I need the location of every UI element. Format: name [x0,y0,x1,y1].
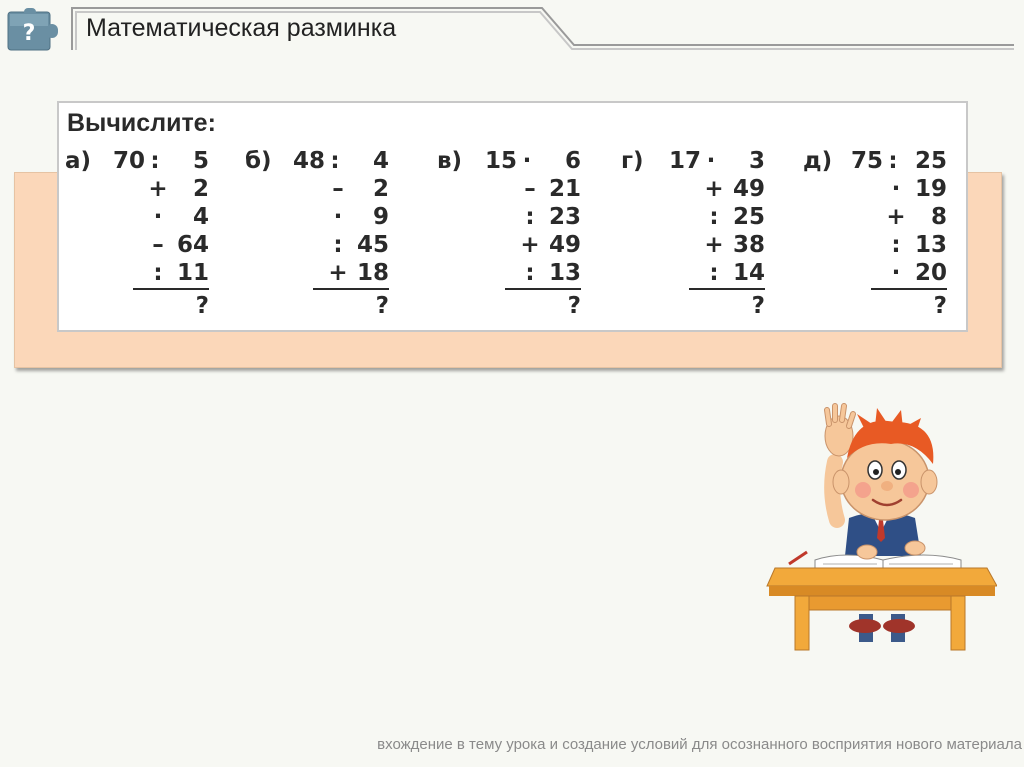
step-operand: 64 [176,232,209,258]
result-line [505,288,581,290]
step-operand: 45 [356,232,389,258]
chain-steps [491,175,581,320]
step-operator: : [333,232,343,258]
step-operator: + [886,204,906,230]
step-operator: · [333,204,343,230]
step-operand: 19 [914,176,947,202]
step-operand: 20 [914,260,947,286]
result-line [313,288,389,290]
step-operand: 9 [372,204,389,230]
chain-column [65,147,209,320]
chain-answer: ? [567,293,581,319]
chain-step [857,175,947,203]
chain-step [299,259,389,287]
chain-step [299,175,389,203]
chain-first-number: 3 [748,148,765,174]
chain-step [119,203,209,231]
chain-step [675,259,765,287]
footer-caption: вхождение в тему урока и создание условий для осознанного восприятия нового материала [377,736,1022,753]
chain-letter: а) [65,148,92,174]
chain-first-operator: · [522,148,532,174]
chain-start-number: 48 [292,148,325,174]
chain-head [803,147,947,175]
chain-step [119,259,209,287]
step-operand: 13 [548,260,581,286]
step-operator: + [520,232,540,258]
chain-first-number: 6 [564,148,581,174]
step-operator: – [524,176,536,202]
step-operand: 13 [914,232,947,258]
task-card [57,101,968,332]
step-operand: 49 [732,176,765,202]
step-operator: · [891,176,901,202]
step-operand: 11 [176,260,209,286]
chain-step [675,231,765,259]
chain-column [803,147,947,320]
step-operand: 21 [548,176,581,202]
step-operand: 25 [732,204,765,230]
chain-start-number: 70 [112,148,145,174]
step-operator: + [148,176,168,202]
step-operator: : [525,204,535,230]
chain-steps [857,175,947,320]
step-operator: + [328,260,348,286]
step-operand: 2 [192,176,209,202]
chain-step [675,203,765,231]
chain-first-operator: : [150,148,160,174]
chain-first-number: 25 [914,148,947,174]
step-operand: 4 [192,204,209,230]
chain-letter: б) [245,148,272,174]
chain-letter: д) [803,148,833,174]
step-operator: : [891,232,901,258]
chain-step [857,259,947,287]
chain-step [299,203,389,231]
chain-step [491,175,581,203]
chain-start-number: 15 [484,148,517,174]
step-operand: 14 [732,260,765,286]
step-operator: + [704,176,724,202]
chain-head [437,147,581,175]
chain-head [65,147,209,175]
chain-step [491,231,581,259]
step-operator: : [153,260,163,286]
chain-column [437,147,581,320]
chain-letter: в) [437,148,463,174]
chain-start-number: 17 [668,148,701,174]
chain-step [119,231,209,259]
chain-start-number: 75 [850,148,883,174]
step-operand: 49 [548,232,581,258]
step-operand: 18 [356,260,389,286]
chain-step [857,231,947,259]
puzzle-help-icon [6,8,64,52]
chain-steps [675,175,765,320]
chain-head [621,147,765,175]
chain-step [675,175,765,203]
result-line [871,288,947,290]
chain-first-number: 5 [192,148,209,174]
page-title: Математическая разминка [86,14,397,42]
chain-letter: г) [621,148,644,174]
chain-step [119,175,209,203]
chain-first-operator: · [706,148,716,174]
chain-step [491,259,581,287]
step-operand: 38 [732,232,765,258]
step-operator: · [891,260,901,286]
step-operator: : [525,260,535,286]
step-operator: · [153,204,163,230]
chain-answer: ? [933,293,947,319]
chain-first-number: 4 [372,148,389,174]
chain-answer: ? [751,293,765,319]
chain-head [245,147,389,175]
chain-answer: ? [195,293,209,319]
puzzle-icon-symbol: ? [22,21,36,46]
chain-steps [119,175,209,320]
chain-answer: ? [375,293,389,319]
step-operator: + [704,232,724,258]
step-operator: : [709,260,719,286]
chain-first-operator: : [330,148,340,174]
chain-column [621,147,765,320]
step-operator: – [332,176,344,202]
result-line [133,288,209,290]
step-operand: 8 [930,204,947,230]
chain-first-operator: : [888,148,898,174]
chain-steps [299,175,389,320]
step-operand: 2 [372,176,389,202]
chain-step [491,203,581,231]
result-line [689,288,765,290]
pupil-raising-hand-icon [765,400,997,668]
chain-step [857,203,947,231]
step-operator: – [152,232,164,258]
step-operator: : [709,204,719,230]
chain-step [299,231,389,259]
task-heading: Вычислите: [67,109,216,137]
chain-column [245,147,389,320]
step-operand: 23 [548,204,581,230]
